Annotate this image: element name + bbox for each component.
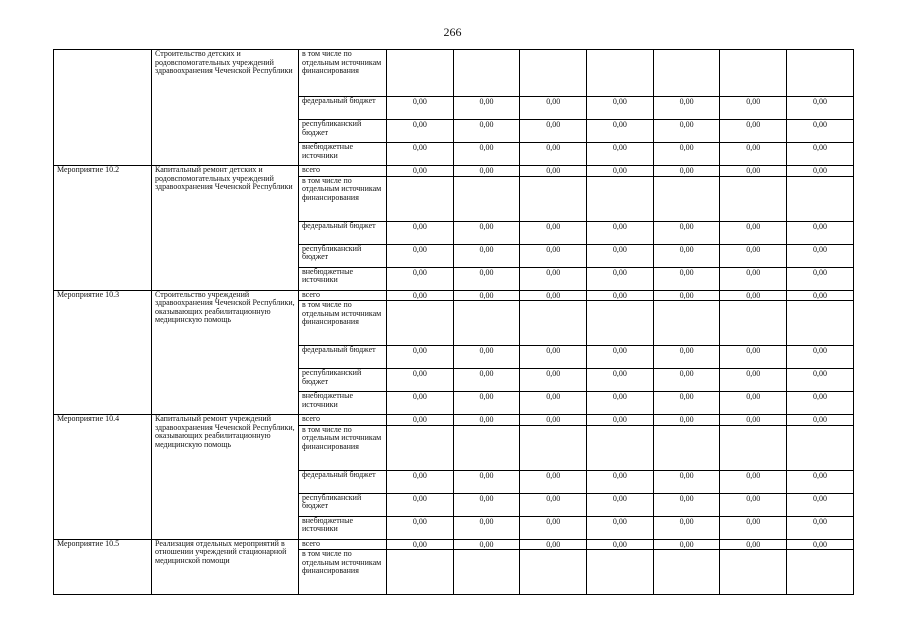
event-name: Капитальный ремонт учреждений здравоохранения Чеченской Республики, оказывающих реабилитационную медицинскую помощь bbox=[152, 415, 299, 540]
amount-cell: 0,00 bbox=[453, 346, 520, 369]
amount-cell: 0,00 bbox=[453, 290, 520, 301]
amount-cell: 0,00 bbox=[520, 290, 587, 301]
amount-cell: 0,00 bbox=[387, 290, 454, 301]
amount-cell: 0,00 bbox=[387, 120, 454, 143]
amount-cell bbox=[453, 550, 520, 595]
amount-cell: 0,00 bbox=[720, 539, 787, 550]
amount-cell bbox=[787, 176, 854, 221]
amount-cell: 0,00 bbox=[587, 166, 654, 177]
event-label: Мероприятие 10.5 bbox=[54, 539, 152, 595]
amount-cell bbox=[387, 176, 454, 221]
amount-cell: 0,00 bbox=[720, 392, 787, 415]
funding-source: в том числе по отдельным источникам финансирования bbox=[299, 301, 387, 346]
amount-cell: 0,00 bbox=[387, 244, 454, 267]
amount-cell bbox=[653, 550, 720, 595]
amount-cell: 0,00 bbox=[453, 166, 520, 177]
amount-cell: 0,00 bbox=[787, 97, 854, 120]
amount-cell: 0,00 bbox=[587, 346, 654, 369]
amount-cell: 0,00 bbox=[720, 470, 787, 493]
event-name: Реализация отдельных мероприятий в отношении учреждений стационарной медицинской помощи bbox=[152, 539, 299, 595]
amount-cell bbox=[520, 425, 587, 470]
amount-cell: 0,00 bbox=[387, 221, 454, 244]
amount-cell bbox=[587, 425, 654, 470]
amount-cell: 0,00 bbox=[720, 290, 787, 301]
event-name: Строительство детских и родовспомогательных учреждений здравоохранения Чеченской Республики bbox=[152, 50, 299, 166]
amount-cell: 0,00 bbox=[787, 493, 854, 516]
page-number: 266 bbox=[443, 25, 462, 39]
funding-source: всего bbox=[299, 290, 387, 301]
amount-cell bbox=[453, 425, 520, 470]
funding-source: всего bbox=[299, 166, 387, 177]
amount-cell bbox=[453, 301, 520, 346]
amount-cell: 0,00 bbox=[720, 166, 787, 177]
amount-cell: 0,00 bbox=[653, 392, 720, 415]
amount-cell: 0,00 bbox=[520, 166, 587, 177]
amount-cell bbox=[520, 301, 587, 346]
amount-cell bbox=[653, 176, 720, 221]
amount-cell: 0,00 bbox=[587, 470, 654, 493]
amount-cell: 0,00 bbox=[653, 290, 720, 301]
amount-cell bbox=[453, 176, 520, 221]
amount-cell: 0,00 bbox=[453, 221, 520, 244]
amount-cell: 0,00 bbox=[787, 143, 854, 166]
table-row bbox=[54, 50, 854, 97]
amount-cell: 0,00 bbox=[653, 516, 720, 539]
table-row bbox=[54, 290, 854, 301]
amount-cell bbox=[453, 50, 520, 97]
funding-source: республиканский бюджет bbox=[299, 493, 387, 516]
table-row bbox=[54, 539, 854, 550]
amount-cell: 0,00 bbox=[653, 346, 720, 369]
funding-source: федеральный бюджет bbox=[299, 470, 387, 493]
table-row bbox=[54, 166, 854, 177]
amount-cell: 0,00 bbox=[520, 369, 587, 392]
amount-cell: 0,00 bbox=[453, 267, 520, 290]
amount-cell: 0,00 bbox=[520, 470, 587, 493]
amount-cell: 0,00 bbox=[520, 267, 587, 290]
funding-source: республиканский бюджет bbox=[299, 369, 387, 392]
amount-cell bbox=[653, 50, 720, 97]
amount-cell: 0,00 bbox=[787, 290, 854, 301]
amount-cell: 0,00 bbox=[720, 493, 787, 516]
amount-cell: 0,00 bbox=[587, 369, 654, 392]
amount-cell: 0,00 bbox=[653, 244, 720, 267]
amount-cell bbox=[520, 176, 587, 221]
amount-cell: 0,00 bbox=[787, 369, 854, 392]
funding-source: внебюджетные источники bbox=[299, 143, 387, 166]
amount-cell: 0,00 bbox=[520, 244, 587, 267]
amount-cell: 0,00 bbox=[720, 143, 787, 166]
amount-cell: 0,00 bbox=[453, 516, 520, 539]
amount-cell bbox=[520, 50, 587, 97]
financing-table bbox=[53, 49, 854, 595]
amount-cell bbox=[387, 550, 454, 595]
amount-cell: 0,00 bbox=[453, 120, 520, 143]
amount-cell: 0,00 bbox=[787, 267, 854, 290]
amount-cell: 0,00 bbox=[453, 369, 520, 392]
funding-source: республиканский бюджет bbox=[299, 244, 387, 267]
event-label: Мероприятие 10.2 bbox=[54, 166, 152, 291]
amount-cell: 0,00 bbox=[587, 493, 654, 516]
amount-cell bbox=[720, 550, 787, 595]
amount-cell bbox=[387, 425, 454, 470]
event-label: Мероприятие 10.4 bbox=[54, 415, 152, 540]
amount-cell: 0,00 bbox=[520, 539, 587, 550]
amount-cell: 0,00 bbox=[520, 97, 587, 120]
amount-cell: 0,00 bbox=[453, 539, 520, 550]
amount-cell bbox=[720, 425, 787, 470]
amount-cell bbox=[587, 550, 654, 595]
funding-source: в том числе по отдельным источникам финансирования bbox=[299, 550, 387, 595]
amount-cell: 0,00 bbox=[520, 516, 587, 539]
event-label bbox=[54, 50, 152, 166]
event-name: Капитальный ремонт детских и родовспомогательных учреждений здравоохранения Чеченской Республики bbox=[152, 166, 299, 291]
amount-cell: 0,00 bbox=[787, 166, 854, 177]
amount-cell bbox=[720, 301, 787, 346]
funding-source: всего bbox=[299, 415, 387, 426]
amount-cell: 0,00 bbox=[720, 415, 787, 426]
amount-cell bbox=[787, 550, 854, 595]
funding-source: федеральный бюджет bbox=[299, 221, 387, 244]
amount-cell: 0,00 bbox=[787, 120, 854, 143]
amount-cell bbox=[787, 50, 854, 97]
amount-cell: 0,00 bbox=[453, 143, 520, 166]
amount-cell: 0,00 bbox=[387, 470, 454, 493]
amount-cell: 0,00 bbox=[653, 539, 720, 550]
amount-cell: 0,00 bbox=[520, 493, 587, 516]
amount-cell: 0,00 bbox=[587, 120, 654, 143]
amount-cell: 0,00 bbox=[587, 392, 654, 415]
amount-cell: 0,00 bbox=[653, 470, 720, 493]
amount-cell bbox=[387, 301, 454, 346]
amount-cell: 0,00 bbox=[653, 97, 720, 120]
amount-cell: 0,00 bbox=[787, 470, 854, 493]
amount-cell: 0,00 bbox=[587, 97, 654, 120]
amount-cell: 0,00 bbox=[720, 516, 787, 539]
amount-cell: 0,00 bbox=[720, 221, 787, 244]
amount-cell: 0,00 bbox=[720, 97, 787, 120]
funding-source: всего bbox=[299, 539, 387, 550]
amount-cell: 0,00 bbox=[653, 166, 720, 177]
amount-cell bbox=[720, 176, 787, 221]
event-label: Мероприятие 10.3 bbox=[54, 290, 152, 415]
amount-cell: 0,00 bbox=[387, 516, 454, 539]
amount-cell: 0,00 bbox=[520, 346, 587, 369]
amount-cell: 0,00 bbox=[453, 493, 520, 516]
amount-cell: 0,00 bbox=[587, 516, 654, 539]
amount-cell bbox=[653, 425, 720, 470]
amount-cell: 0,00 bbox=[720, 346, 787, 369]
amount-cell: 0,00 bbox=[387, 392, 454, 415]
amount-cell: 0,00 bbox=[587, 221, 654, 244]
amount-cell: 0,00 bbox=[520, 415, 587, 426]
event-name: Строительство учреждений здравоохранения Чеченской Республики, оказывающих реабилитационную медицинскую помощь bbox=[152, 290, 299, 415]
amount-cell: 0,00 bbox=[720, 120, 787, 143]
amount-cell: 0,00 bbox=[453, 97, 520, 120]
amount-cell: 0,00 bbox=[787, 392, 854, 415]
amount-cell bbox=[520, 550, 587, 595]
amount-cell: 0,00 bbox=[720, 244, 787, 267]
amount-cell: 0,00 bbox=[587, 267, 654, 290]
amount-cell: 0,00 bbox=[720, 267, 787, 290]
amount-cell: 0,00 bbox=[387, 539, 454, 550]
amount-cell: 0,00 bbox=[653, 493, 720, 516]
amount-cell bbox=[587, 176, 654, 221]
amount-cell: 0,00 bbox=[387, 143, 454, 166]
amount-cell bbox=[787, 425, 854, 470]
amount-cell: 0,00 bbox=[653, 415, 720, 426]
amount-cell: 0,00 bbox=[387, 415, 454, 426]
amount-cell: 0,00 bbox=[520, 221, 587, 244]
amount-cell: 0,00 bbox=[787, 346, 854, 369]
amount-cell: 0,00 bbox=[520, 120, 587, 143]
amount-cell: 0,00 bbox=[453, 244, 520, 267]
amount-cell: 0,00 bbox=[587, 415, 654, 426]
amount-cell: 0,00 bbox=[520, 143, 587, 166]
amount-cell: 0,00 bbox=[787, 244, 854, 267]
amount-cell: 0,00 bbox=[587, 244, 654, 267]
amount-cell bbox=[587, 301, 654, 346]
funding-source: федеральный бюджет bbox=[299, 346, 387, 369]
funding-source: республиканский бюджет bbox=[299, 120, 387, 143]
funding-source: федеральный бюджет bbox=[299, 97, 387, 120]
amount-cell: 0,00 bbox=[787, 415, 854, 426]
amount-cell: 0,00 bbox=[387, 369, 454, 392]
amount-cell: 0,00 bbox=[387, 97, 454, 120]
amount-cell: 0,00 bbox=[787, 221, 854, 244]
table-row bbox=[54, 415, 854, 426]
amount-cell: 0,00 bbox=[653, 143, 720, 166]
amount-cell: 0,00 bbox=[587, 290, 654, 301]
funding-source: внебюджетные источники bbox=[299, 267, 387, 290]
amount-cell bbox=[653, 301, 720, 346]
amount-cell: 0,00 bbox=[787, 516, 854, 539]
amount-cell: 0,00 bbox=[387, 267, 454, 290]
amount-cell: 0,00 bbox=[453, 415, 520, 426]
amount-cell: 0,00 bbox=[453, 470, 520, 493]
amount-cell: 0,00 bbox=[653, 369, 720, 392]
table-body bbox=[54, 50, 854, 595]
amount-cell: 0,00 bbox=[453, 392, 520, 415]
amount-cell bbox=[720, 50, 787, 97]
amount-cell: 0,00 bbox=[587, 143, 654, 166]
amount-cell bbox=[587, 50, 654, 97]
funding-source: в том числе по отдельным источникам финансирования bbox=[299, 425, 387, 470]
amount-cell: 0,00 bbox=[653, 267, 720, 290]
amount-cell bbox=[787, 301, 854, 346]
amount-cell: 0,00 bbox=[387, 346, 454, 369]
amount-cell: 0,00 bbox=[520, 392, 587, 415]
funding-source: в том числе по отдельным источникам финансирования bbox=[299, 176, 387, 221]
amount-cell: 0,00 bbox=[653, 221, 720, 244]
amount-cell: 0,00 bbox=[587, 539, 654, 550]
amount-cell: 0,00 bbox=[720, 369, 787, 392]
amount-cell: 0,00 bbox=[387, 166, 454, 177]
amount-cell: 0,00 bbox=[653, 120, 720, 143]
funding-source: в том числе по отдельным источникам финансирования bbox=[299, 50, 387, 97]
amount-cell: 0,00 bbox=[387, 493, 454, 516]
funding-source: внебюджетные источники bbox=[299, 392, 387, 415]
amount-cell: 0,00 bbox=[787, 539, 854, 550]
funding-source: внебюджетные источники bbox=[299, 516, 387, 539]
amount-cell bbox=[387, 50, 454, 97]
